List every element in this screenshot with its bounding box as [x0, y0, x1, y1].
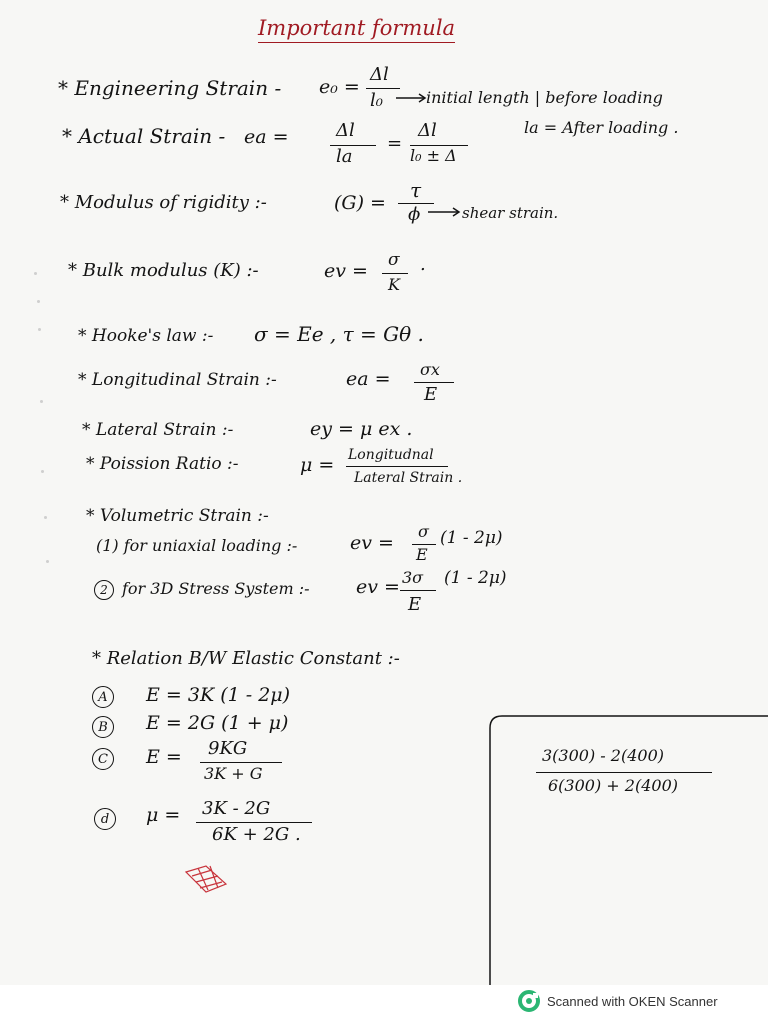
bulk-modulus-denominator: K: [388, 275, 400, 294]
volumetric-item2-lhs: ev =: [356, 576, 400, 598]
rigidity-note: shear strain.: [462, 204, 559, 222]
margin-dot: [46, 560, 49, 563]
volumetric-strain-label: * Volumetric Strain :-: [86, 506, 269, 526]
margin-dot: [44, 516, 47, 519]
volumetric-item1-label: (1) for uniaxial loading :-: [96, 536, 298, 555]
margin-dot: [41, 470, 44, 473]
longitudinal-strain-label: * Longitudinal Strain :-: [78, 370, 277, 390]
poisson-ratio-numerator: Longitudnal: [348, 447, 434, 463]
relation-a-marker: A: [92, 686, 114, 708]
bulk-modulus-lhs: ev =: [324, 260, 368, 282]
volumetric-item1-lhs: ev =: [350, 532, 394, 554]
margin-dot: [34, 272, 37, 275]
relation-c-lhs: E =: [146, 746, 182, 768]
margin-dot: [40, 400, 43, 403]
lateral-strain-label: * Lateral Strain :-: [82, 420, 234, 440]
engineering-strain-label: * Engineering Strain -: [58, 76, 282, 100]
volumetric-item2-numerator: 3σ: [402, 568, 424, 587]
actual-strain-note: la = After loading .: [524, 118, 679, 137]
actual-strain-lhs: ea =: [244, 126, 289, 148]
page-title: Important formula: [258, 16, 455, 43]
relation-a-expr: E = 3K (1 - 2μ): [146, 684, 291, 706]
rigidity-label: * Modulus of rigidity :-: [60, 192, 267, 213]
engineering-fraction-bar: [366, 88, 400, 89]
engineering-strain-numerator: Δl: [370, 64, 389, 85]
volumetric-item1-denominator: E: [416, 545, 428, 564]
relation-label: * Relation B/W Elastic Constant :-: [92, 648, 400, 669]
margin-dot: [37, 300, 40, 303]
oken-logo-icon: [517, 989, 541, 1013]
relation-c-denominator: 3K + G: [204, 764, 263, 783]
volumetric-item2-fraction-bar: [400, 590, 436, 591]
calc-numerator: 3(300) - 2(400): [542, 746, 664, 765]
rigidity-denominator: ϕ: [408, 204, 421, 225]
rigidity-lhs: (G) =: [334, 192, 386, 214]
relation-d-lhs: μ =: [146, 804, 181, 826]
engineering-strain-lhs: e₀ =: [319, 76, 360, 98]
rigidity-numerator: τ: [410, 178, 422, 202]
relation-d-denominator: 6K + 2G .: [212, 824, 301, 845]
poisson-ratio-denominator: Lateral Strain .: [354, 470, 463, 486]
longitudinal-strain-numerator: σx: [420, 360, 440, 379]
hookes-law-label: * Hooke's law :-: [78, 326, 214, 346]
bulk-modulus-end: .: [420, 254, 426, 275]
relation-d-fraction-bar: [196, 822, 312, 823]
bulk-modulus-numerator: σ: [388, 250, 400, 270]
calc-denominator: 6(300) + 2(400): [548, 776, 678, 795]
relation-c-fraction-bar: [200, 762, 282, 763]
actual-strain-eq: =: [387, 133, 403, 154]
poisson-ratio-lhs: μ =: [300, 454, 335, 476]
volumetric-item1-tail: (1 - 2μ): [440, 528, 503, 548]
longitudinal-strain-lhs: ea =: [346, 368, 391, 390]
volumetric-item2-tail: (1 - 2μ): [444, 568, 507, 588]
relation-b-marker: B: [92, 716, 114, 738]
volumetric-item2-denominator: E: [408, 594, 422, 615]
longitudinal-fraction-bar: [414, 382, 454, 383]
actual-strain-num2: Δl: [418, 120, 437, 141]
poisson-fraction-bar: [346, 466, 448, 467]
scanner-watermark: [517, 989, 718, 1013]
margin-dot: [38, 328, 41, 331]
relation-b-expr: E = 2G (1 + μ): [146, 712, 289, 734]
poisson-ratio-label: * Poission Ratio :-: [86, 454, 239, 474]
relation-d-marker: d: [94, 808, 116, 830]
bulk-modulus-label: * Bulk modulus (K) :-: [68, 260, 259, 281]
lateral-strain-expr: ey = μ ex .: [310, 418, 413, 440]
volumetric-item1-numerator: σ: [418, 522, 429, 541]
bulk-fraction-bar: [382, 273, 408, 274]
actual-strain-den2: l₀ ± Δ: [410, 146, 457, 165]
actual-strain-label: * Actual Strain -: [62, 124, 226, 148]
longitudinal-strain-denominator: E: [424, 384, 438, 405]
relation-d-numerator: 3K - 2G: [202, 798, 271, 819]
relation-c-numerator: 9KG: [208, 738, 248, 759]
volumetric-item2-label: for 3D Stress System :-: [122, 579, 310, 598]
engineering-strain-note: initial length | before loading: [426, 88, 663, 107]
volumetric-item2-marker: 2: [94, 580, 114, 600]
scanner-watermark-text: Scanned with OKEN Scanner: [547, 993, 718, 1009]
calc-fraction-bar: [536, 772, 712, 773]
actual-strain-den1: la: [336, 146, 353, 167]
hookes-law-expr: σ = Ee , τ = Gθ .: [254, 322, 424, 346]
actual-strain-num1: Δl: [336, 120, 355, 141]
engineering-strain-denominator: l₀: [370, 90, 383, 111]
relation-c-marker: C: [92, 748, 114, 770]
